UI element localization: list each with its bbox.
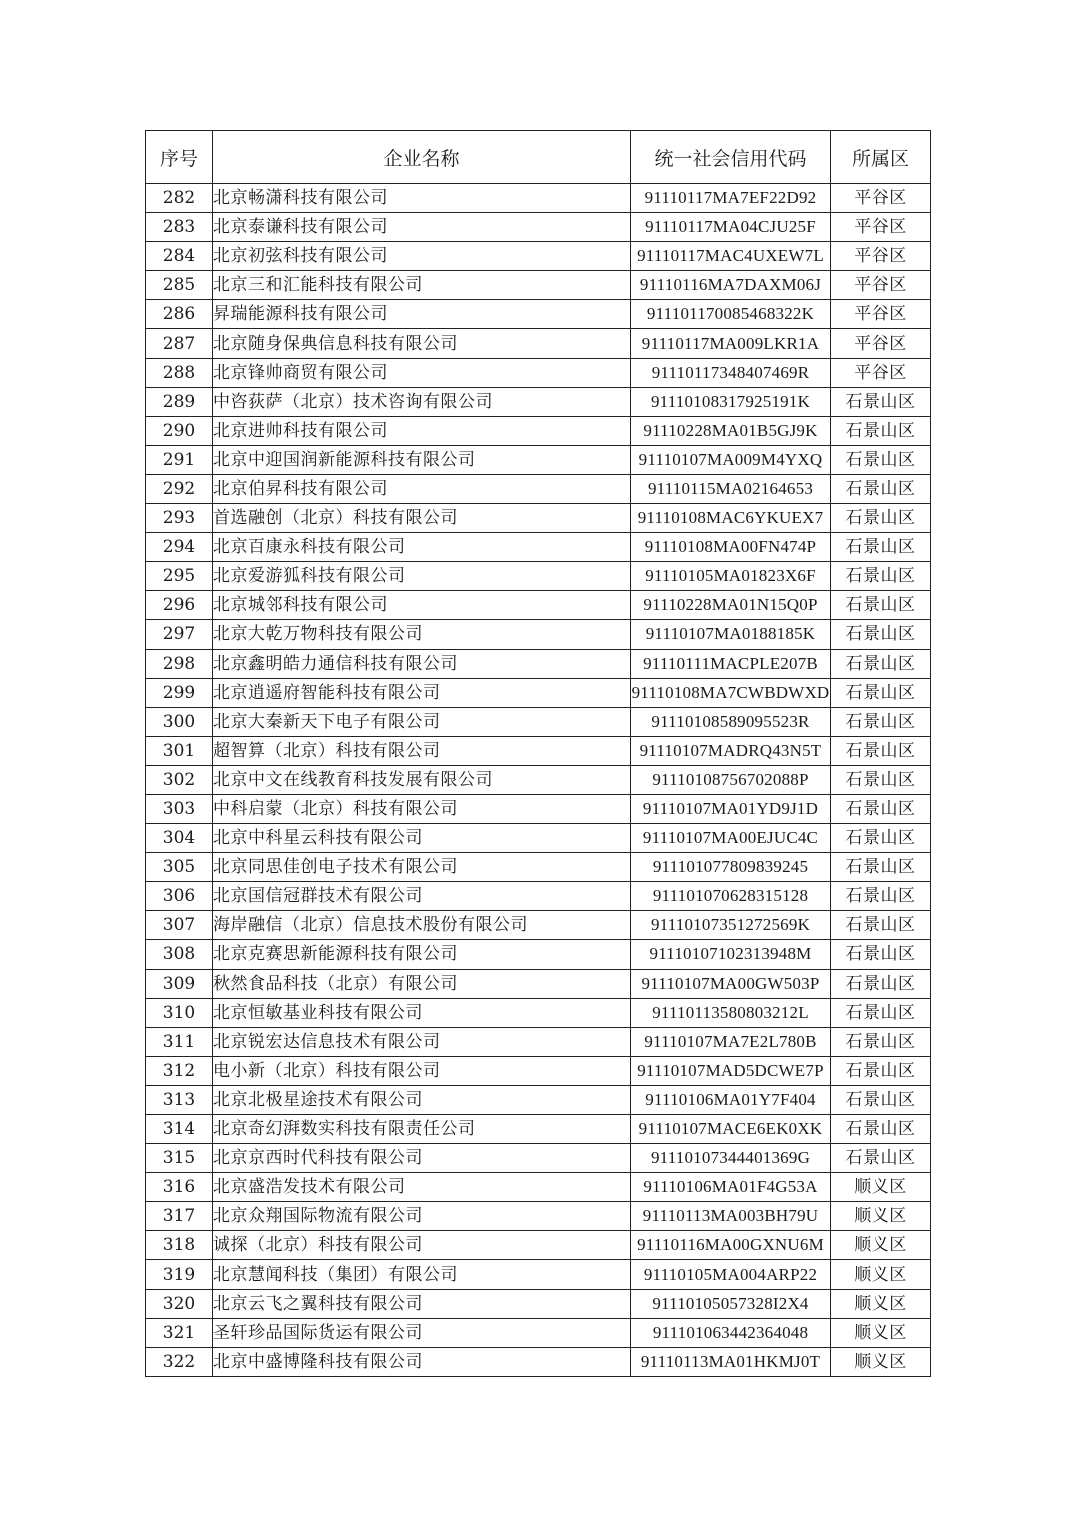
cell-district: 石景山区 [831, 824, 931, 853]
cell-company-name: 北京盛浩发技术有限公司 [213, 1173, 631, 1202]
cell-district: 顺义区 [831, 1318, 931, 1347]
cell-index: 282 [146, 184, 213, 213]
table-row [146, 882, 931, 911]
cell-district: 石景山区 [831, 416, 931, 445]
cell-district: 顺义区 [831, 1347, 931, 1376]
cell-company-name: 北京大乾万物科技有限公司 [213, 620, 631, 649]
cell-district: 平谷区 [831, 358, 931, 387]
cell-company-name: 北京进帅科技有限公司 [213, 416, 631, 445]
cell-district: 石景山区 [831, 1115, 931, 1144]
cell-district: 顺义区 [831, 1202, 931, 1231]
cell-company-name: 北京京西时代科技有限公司 [213, 1144, 631, 1173]
cell-index: 322 [146, 1347, 213, 1376]
cell-credit-code: 91110105MA004ARP22 [631, 1260, 831, 1289]
cell-company-name: 秋然食品科技（北京）有限公司 [213, 969, 631, 998]
cell-company-name: 北京三和汇能科技有限公司 [213, 271, 631, 300]
table-row [146, 969, 931, 998]
cell-index: 287 [146, 329, 213, 358]
cell-district: 顺义区 [831, 1260, 931, 1289]
cell-company-name: 北京恒敏基业科技有限公司 [213, 998, 631, 1027]
table-row [146, 184, 931, 213]
cell-company-name: 北京大秦新天下电子有限公司 [213, 707, 631, 736]
cell-district: 石景山区 [831, 620, 931, 649]
table-row [146, 1202, 931, 1231]
cell-company-name: 北京慧闻科技（集团）有限公司 [213, 1260, 631, 1289]
cell-credit-code: 91110107MA0188185K [631, 620, 831, 649]
cell-index: 314 [146, 1115, 213, 1144]
cell-district: 石景山区 [831, 794, 931, 823]
cell-credit-code: 911101063442364048 [631, 1318, 831, 1347]
table-row [146, 1231, 931, 1260]
cell-company-name: 北京畅潇科技有限公司 [213, 184, 631, 213]
cell-district: 平谷区 [831, 213, 931, 242]
cell-credit-code: 91110117MAC4UXEW7L [631, 242, 831, 271]
cell-district: 平谷区 [831, 329, 931, 358]
cell-district: 石景山区 [831, 1027, 931, 1056]
table-row [146, 1056, 931, 1085]
header-row [146, 131, 931, 184]
cell-credit-code: 91110117348407469R [631, 358, 831, 387]
cell-index: 302 [146, 765, 213, 794]
table-row [146, 591, 931, 620]
table-row [146, 1173, 931, 1202]
table-row [146, 358, 931, 387]
cell-credit-code: 91110108MAC6YKUEX7 [631, 504, 831, 533]
header-district: 所属区 [831, 131, 931, 184]
table-row [146, 474, 931, 503]
cell-credit-code: 91110117MA009LKR1A [631, 329, 831, 358]
cell-district: 石景山区 [831, 940, 931, 969]
cell-company-name: 北京中迎国润新能源科技有限公司 [213, 445, 631, 474]
cell-index: 318 [146, 1231, 213, 1260]
cell-credit-code: 91110105057328I2X4 [631, 1289, 831, 1318]
cell-district: 石景山区 [831, 533, 931, 562]
cell-company-name: 北京同思佳创电子技术有限公司 [213, 853, 631, 882]
table-row [146, 416, 931, 445]
cell-district: 石景山区 [831, 649, 931, 678]
cell-index: 307 [146, 911, 213, 940]
cell-credit-code: 91110113MA003BH79U [631, 1202, 831, 1231]
cell-credit-code: 91110107MA00EJUC4C [631, 824, 831, 853]
cell-index: 284 [146, 242, 213, 271]
cell-credit-code: 91110113MA01HKMJ0T [631, 1347, 831, 1376]
cell-credit-code: 91110108317925191K [631, 387, 831, 416]
cell-credit-code: 91110116MA00GXNU6M [631, 1231, 831, 1260]
cell-credit-code: 91110107MA01YD9J1D [631, 794, 831, 823]
cell-district: 石景山区 [831, 562, 931, 591]
cell-company-name: 电小新（北京）科技有限公司 [213, 1056, 631, 1085]
cell-index: 290 [146, 416, 213, 445]
header-name: 企业名称 [213, 131, 631, 184]
cell-district: 石景山区 [831, 678, 931, 707]
cell-district: 石景山区 [831, 445, 931, 474]
cell-credit-code: 91110228MA01N15Q0P [631, 591, 831, 620]
cell-index: 304 [146, 824, 213, 853]
table-row [146, 1347, 931, 1376]
cell-index: 283 [146, 213, 213, 242]
cell-company-name: 超智算（北京）科技有限公司 [213, 736, 631, 765]
table-row [146, 824, 931, 853]
cell-district: 平谷区 [831, 271, 931, 300]
cell-index: 309 [146, 969, 213, 998]
cell-credit-code: 91110117MA7EF22D92 [631, 184, 831, 213]
cell-credit-code: 911101077809839245 [631, 853, 831, 882]
cell-index: 285 [146, 271, 213, 300]
cell-company-name: 北京锐宏达信息技术有限公司 [213, 1027, 631, 1056]
cell-index: 286 [146, 300, 213, 329]
cell-credit-code: 91110107344401369G [631, 1144, 831, 1173]
table-row [146, 678, 931, 707]
cell-credit-code: 91110107MA7E2L780B [631, 1027, 831, 1056]
cell-index: 317 [146, 1202, 213, 1231]
cell-company-name: 北京中科星云科技有限公司 [213, 824, 631, 853]
table-row [146, 562, 931, 591]
table-row [146, 271, 931, 300]
cell-company-name: 北京克赛思新能源科技有限公司 [213, 940, 631, 969]
cell-company-name: 北京中文在线教育科技发展有限公司 [213, 765, 631, 794]
cell-district: 石景山区 [831, 707, 931, 736]
cell-district: 石景山区 [831, 1144, 931, 1173]
table-row [146, 504, 931, 533]
table-row [146, 242, 931, 271]
cell-company-name: 北京随身保典信息科技有限公司 [213, 329, 631, 358]
cell-index: 300 [146, 707, 213, 736]
cell-district: 平谷区 [831, 184, 931, 213]
cell-credit-code: 91110107MA00GW503P [631, 969, 831, 998]
cell-credit-code: 91110108MA7CWBDWXD [631, 678, 831, 707]
cell-index: 310 [146, 998, 213, 1027]
cell-index: 306 [146, 882, 213, 911]
cell-index: 299 [146, 678, 213, 707]
cell-index: 295 [146, 562, 213, 591]
cell-district: 石景山区 [831, 387, 931, 416]
cell-district: 顺义区 [831, 1231, 931, 1260]
cell-district: 石景山区 [831, 1056, 931, 1085]
cell-district: 石景山区 [831, 1085, 931, 1114]
cell-credit-code: 91110107MA009M4YXQ [631, 445, 831, 474]
cell-company-name: 北京众翔国际物流有限公司 [213, 1202, 631, 1231]
cell-index: 292 [146, 474, 213, 503]
cell-index: 312 [146, 1056, 213, 1085]
cell-credit-code: 91110117MA04CJU25F [631, 213, 831, 242]
header-code: 统一社会信用代码 [631, 131, 831, 184]
cell-credit-code: 91110108589095523R [631, 707, 831, 736]
cell-district: 石景山区 [831, 736, 931, 765]
table-row [146, 940, 931, 969]
cell-district: 石景山区 [831, 765, 931, 794]
table-row [146, 736, 931, 765]
table-row [146, 1027, 931, 1056]
cell-index: 308 [146, 940, 213, 969]
cell-district: 石景山区 [831, 969, 931, 998]
cell-index: 296 [146, 591, 213, 620]
cell-index: 293 [146, 504, 213, 533]
cell-company-name: 北京伯昇科技有限公司 [213, 474, 631, 503]
cell-district: 石景山区 [831, 882, 931, 911]
cell-index: 320 [146, 1289, 213, 1318]
cell-index: 315 [146, 1144, 213, 1173]
cell-credit-code: 91110106MA01F4G53A [631, 1173, 831, 1202]
cell-company-name: 北京奇幻湃数实科技有限责任公司 [213, 1115, 631, 1144]
cell-credit-code: 91110107102313948M [631, 940, 831, 969]
cell-credit-code: 91110116MA7DAXM06J [631, 271, 831, 300]
cell-company-name: 北京爱游狐科技有限公司 [213, 562, 631, 591]
table-row [146, 387, 931, 416]
table-row [146, 329, 931, 358]
table-row [146, 1289, 931, 1318]
cell-district: 石景山区 [831, 591, 931, 620]
cell-company-name: 北京国信冠群技术有限公司 [213, 882, 631, 911]
table-row [146, 1260, 931, 1289]
table-row [146, 300, 931, 329]
cell-credit-code: 91110108MA00FN474P [631, 533, 831, 562]
cell-company-name: 诚探（北京）科技有限公司 [213, 1231, 631, 1260]
cell-credit-code: 911101070628315128 [631, 882, 831, 911]
cell-company-name: 中咨荻萨（北京）技术咨询有限公司 [213, 387, 631, 416]
table-row [146, 998, 931, 1027]
cell-index: 319 [146, 1260, 213, 1289]
cell-company-name: 北京百康永科技有限公司 [213, 533, 631, 562]
cell-index: 303 [146, 794, 213, 823]
table-row [146, 533, 931, 562]
header-index: 序号 [146, 131, 213, 184]
cell-company-name: 北京初弦科技有限公司 [213, 242, 631, 271]
cell-index: 311 [146, 1027, 213, 1056]
cell-company-name: 北京云飞之翼科技有限公司 [213, 1289, 631, 1318]
cell-district: 顺义区 [831, 1173, 931, 1202]
cell-credit-code: 91110107MADRQ43N5T [631, 736, 831, 765]
cell-district: 石景山区 [831, 853, 931, 882]
cell-credit-code: 91110108756702088P [631, 765, 831, 794]
cell-credit-code: 911101170085468322K [631, 300, 831, 329]
cell-index: 313 [146, 1085, 213, 1114]
cell-company-name: 北京北极星途技术有限公司 [213, 1085, 631, 1114]
table-row [146, 794, 931, 823]
cell-district: 平谷区 [831, 300, 931, 329]
table-row [146, 213, 931, 242]
cell-credit-code: 91110228MA01B5GJ9K [631, 416, 831, 445]
cell-company-name: 昇瑞能源科技有限公司 [213, 300, 631, 329]
cell-company-name: 北京城邻科技有限公司 [213, 591, 631, 620]
cell-index: 291 [146, 445, 213, 474]
table-row [146, 765, 931, 794]
cell-index: 298 [146, 649, 213, 678]
cell-district: 石景山区 [831, 911, 931, 940]
cell-district: 石景山区 [831, 474, 931, 503]
cell-company-name: 北京泰谦科技有限公司 [213, 213, 631, 242]
cell-index: 321 [146, 1318, 213, 1347]
table-row [146, 1318, 931, 1347]
cell-district: 顺义区 [831, 1289, 931, 1318]
cell-index: 288 [146, 358, 213, 387]
cell-credit-code: 91110111MACPLE207B [631, 649, 831, 678]
table-header [146, 131, 931, 184]
table-row [146, 649, 931, 678]
table-body [146, 184, 931, 1377]
cell-credit-code: 91110113580803212L [631, 998, 831, 1027]
cell-credit-code: 91110107MAD5DCWE7P [631, 1056, 831, 1085]
table-row [146, 1115, 931, 1144]
table-row [146, 1085, 931, 1114]
table-row [146, 1144, 931, 1173]
cell-index: 297 [146, 620, 213, 649]
cell-company-name: 海岸融信（北京）信息技术股份有限公司 [213, 911, 631, 940]
table-row [146, 707, 931, 736]
cell-company-name: 北京鑫明皓力通信科技有限公司 [213, 649, 631, 678]
table-row [146, 445, 931, 474]
cell-index: 301 [146, 736, 213, 765]
table-row [146, 620, 931, 649]
enterprise-table [145, 130, 931, 1377]
cell-credit-code: 91110107351272569K [631, 911, 831, 940]
cell-credit-code: 91110115MA02164653 [631, 474, 831, 503]
cell-credit-code: 91110105MA01823X6F [631, 562, 831, 591]
cell-company-name: 圣轩珍品国际货运有限公司 [213, 1318, 631, 1347]
cell-credit-code: 91110107MACE6EK0XK [631, 1115, 831, 1144]
cell-district: 平谷区 [831, 242, 931, 271]
cell-index: 316 [146, 1173, 213, 1202]
cell-company-name: 北京中盛博隆科技有限公司 [213, 1347, 631, 1376]
cell-index: 289 [146, 387, 213, 416]
table-row [146, 853, 931, 882]
cell-company-name: 中科启蒙（北京）科技有限公司 [213, 794, 631, 823]
table-row [146, 911, 931, 940]
cell-index: 305 [146, 853, 213, 882]
cell-index: 294 [146, 533, 213, 562]
cell-district: 石景山区 [831, 504, 931, 533]
cell-company-name: 首选融创（北京）科技有限公司 [213, 504, 631, 533]
cell-credit-code: 91110106MA01Y7F404 [631, 1085, 831, 1114]
cell-company-name: 北京逍遥府智能科技有限公司 [213, 678, 631, 707]
cell-district: 石景山区 [831, 998, 931, 1027]
cell-company-name: 北京锋帅商贸有限公司 [213, 358, 631, 387]
